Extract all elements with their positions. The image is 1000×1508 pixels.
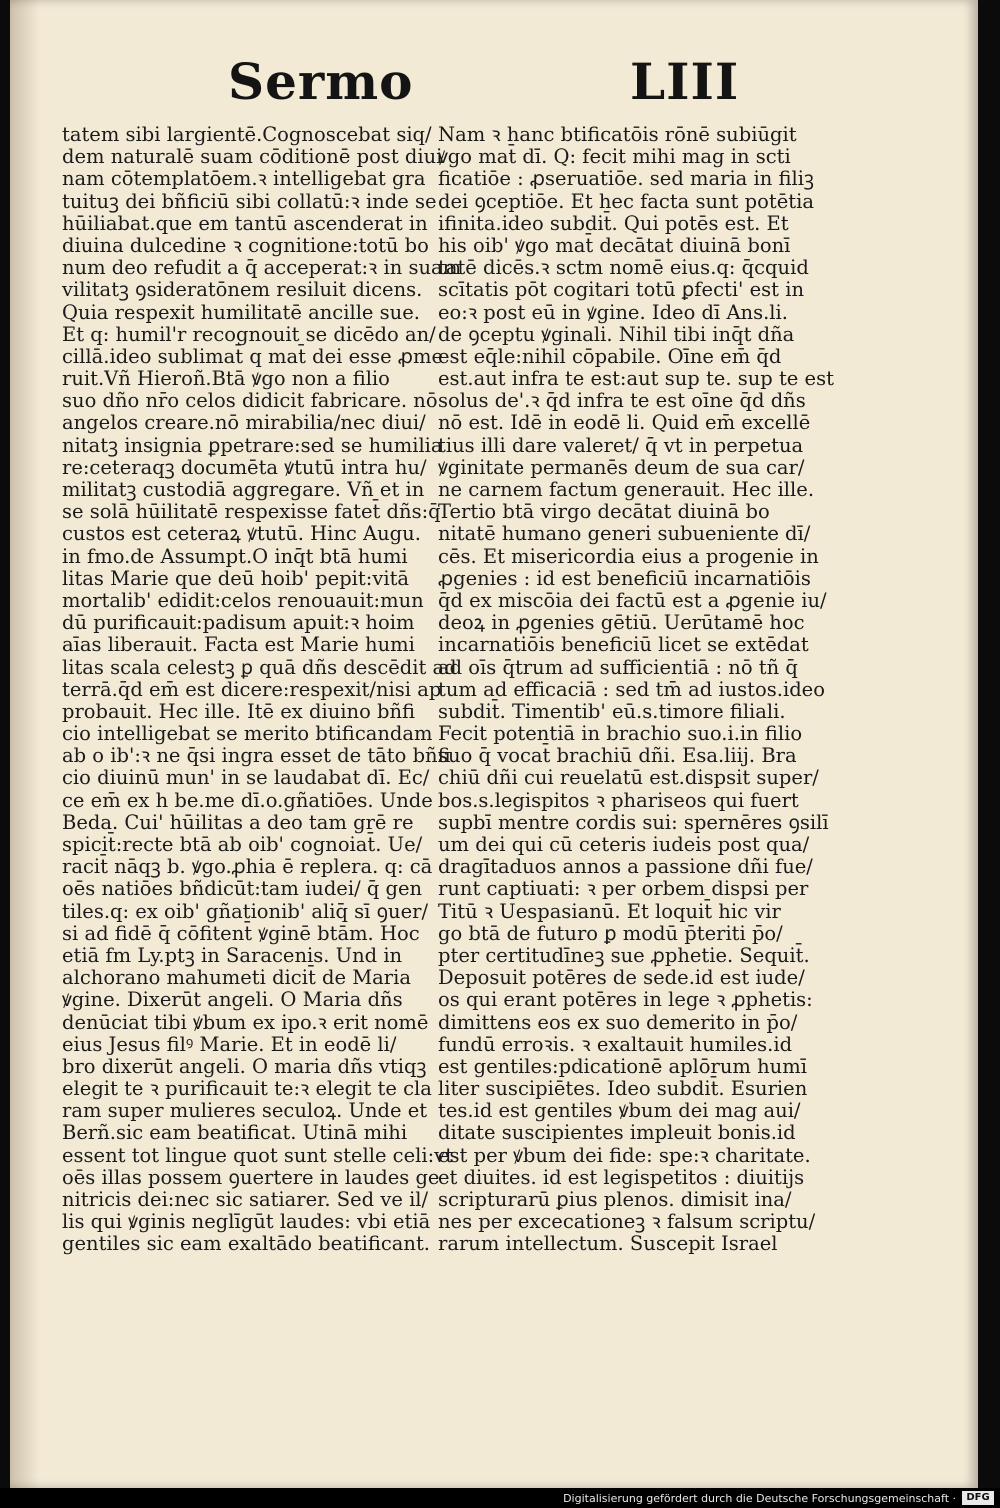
text-line: nitatē humano generi subueniente dī/ — [438, 522, 811, 546]
text-line: suo q̄ vocat̄ brachiū dñi. Esa.liij. Bra — [438, 744, 797, 768]
text-line: ꝟgine. Dixerūt angeli. O Maria dñs — [62, 988, 403, 1012]
text-line: ab o ib':ꝛ ne q̄si ingra esset de tāto bñfi — [62, 744, 451, 768]
text-line: subdit̄. Timentib' eū.s.timore filiali. — [438, 699, 786, 723]
text-line: tuituꝫ dei bñficiū sibi collatū:ꝛ inde se — [62, 189, 437, 213]
text-line: deoꝝ in ꝓgenies gētiū. Uerūtamē hoc — [438, 611, 805, 635]
text-line: tius illi dare valeret/ q̄ vt in perpetua — [438, 433, 804, 457]
text-line: militatꝫ custodiā aggregare. Vñ et in — [62, 478, 425, 501]
text-line: Deposuit potēres de sede.id est iude/ — [438, 966, 805, 990]
text-line: nes per excecationeꝫ ꝛ falsum scriptu/ — [438, 1210, 816, 1234]
text-line: in fmo.de Assumpt.O inq̄t btā humi — [62, 544, 408, 568]
text-line: liter suscipiētes. Ideo subdit̄. Esurien — [438, 1077, 808, 1101]
text-line: spicit̄:recte btā ab oib' cognoiat̄. Ue/ — [62, 833, 423, 856]
text-line: ꝟginitate permanēs deum de sua car/ — [438, 455, 805, 479]
text-line: ad oīs q̄trum ad sufficientiā : nō tñ q̄ — [438, 655, 798, 679]
text-line: cillā.ideo sublimat̄ q mat̄ dei esse ꝓme — [62, 344, 444, 368]
text-line: ficatiōe : ꝓseruatiōe. sed maria in filiꝫ — [438, 167, 814, 191]
text-line: nō est. Idē in eodē li. Quid em̄ excellē — [438, 411, 811, 435]
text-line: custos est ceteraꝝ ꝟtutū. Hinc Augu. — [62, 522, 421, 546]
text-line: gentiles sic eam exaltādo beatificant. — [62, 1232, 431, 1256]
text-line: oēs natiōes bñdicūt:tam iudei/ q̄ gen — [62, 877, 423, 901]
text-line: oēs illas possem ꝯuertere in laudes ge — [62, 1165, 440, 1189]
text-line: se solā hūilitatē respexisse fatet̄ dñs:q̄ — [62, 500, 441, 524]
text-line: dragītaduos annos a passione dñi fue/ — [438, 855, 813, 879]
text-line: ꝟgo mat̄ dī. Q: fecit mihi mag in scti — [438, 145, 791, 169]
text-line: alchorano mahumeti dicit̄ de Maria — [62, 966, 411, 990]
text-line: hūiliabat.que em tantū ascenderat in — [62, 211, 428, 235]
text-line: os qui erant potēres in lege ꝛ ꝓphetis: — [438, 988, 813, 1012]
text-line: Beda. Cui' hūilitas a deo tam grē re — [62, 810, 414, 834]
text-line: Tertio btā virgo decātat diuinā bo — [438, 500, 770, 524]
text-line: Nam ꝛ hanc btificatōis rōnē subiūgit — [438, 123, 797, 146]
text-line: ifinita.ideo subdit̄. Qui potēs est. Et — [438, 211, 789, 235]
text-line: scītatis pōt cogitari totū ꝑfecti' est in — [438, 278, 804, 302]
text-line: nitatꝫ insignia ꝑpetrare:sed se humilia — [62, 433, 443, 457]
text-line: si ad fidē q̄ cōfitent̄ ꝟginē btām. Hoc — [62, 921, 420, 945]
text-line: lis qui ꝟginis neglīgūt laudes: vbi etiā — [62, 1210, 431, 1234]
text-line: racit̄ nāqꝫ b. ꝟgo.ꝓhia ē replera. q: cā — [62, 855, 433, 879]
text-line: ꝓgenies : id est beneficiū incarnatiōis — [438, 566, 811, 590]
text-line: est gentiles:pdicationē aplōrum humī — [438, 1054, 807, 1078]
text-line: solus de'.ꝛ q̄d infra te est oīne q̄d dñs — [438, 389, 806, 413]
text-line: Et q: humil'r recognouit se dicēdo an/ — [62, 322, 436, 346]
text-line: ditate suscipientes impleuit bonis.id — [438, 1121, 796, 1145]
text-line: suo dño nr̄o celos didicit fabricare. nō — [62, 389, 438, 413]
text-line: est per ꝟbum dei fide: spe:ꝛ charitate. — [438, 1143, 811, 1167]
text-line: um dei qui cū ceteris iudeis post qua/ — [438, 833, 810, 856]
text-line: supbī mentre cordis sui: spernēres ꝯsilī — [438, 810, 829, 834]
text-line: ram super mulieres seculoꝝ. Unde et — [62, 1099, 428, 1123]
text-line: probauit. Hec ille. Itē ex diuino bñfi — [62, 699, 416, 723]
text-line: Berñ.sic eam beatificat. Utinā mihi — [62, 1121, 408, 1145]
text-line: dimittens eos ex suo demerito in p̄o/ — [438, 1010, 798, 1034]
text-line: scripturarū ꝑius plenos. dimisit ina/ — [438, 1188, 792, 1211]
text-line: essent tot lingue quot sunt stelle celi:vt — [62, 1143, 454, 1167]
text-line: cio diuinū mun' in se laudabat dī. Ec/ — [62, 766, 430, 790]
text-line: dū purificauit:padisum apuit:ꝛ hoim — [62, 611, 415, 635]
text-line: tatem sibi largientē.Cognoscebat siq/ — [62, 123, 432, 146]
left-text-column — [62, 123, 462, 1256]
text-line: tes.id est gentiles ꝟbum dei mag aui/ — [438, 1099, 801, 1123]
text-line: de ꝯceptu ꝟginali. Nihil tibi inq̄t dña — [438, 322, 795, 346]
dfg-logo: DFG — [962, 1491, 994, 1505]
text-line: est eq̄le:nihil cōpabile. Oīne em̄ q̄d — [438, 344, 782, 368]
text-line: cio intelligebat se merito btificandam — [62, 722, 433, 746]
text-line: fundū erroꝛis. ꝛ exaltauit humiles.id — [438, 1032, 793, 1056]
text-line: rarum intellectum. Suscepit Israel — [438, 1232, 778, 1256]
text-line: ce em̄ ex h be.me dī.o.gñatiōes. Unde — [62, 788, 433, 812]
text-line: Fecit potentiā in brachio suo.i.in filio — [438, 722, 803, 746]
gutter-shadow — [10, 0, 40, 1488]
text-line: terrā.q̄d em̄ est dicere:respexit/nisi ap — [62, 677, 442, 701]
text-line: et diuites. id est legispetitos : diuitijs — [438, 1165, 805, 1189]
text-line: num deo refudit a q̄ acceperat:ꝛ in suam — [62, 256, 462, 280]
text-line: etiā fm Ly.ptꝫ in Saracenis. Und in — [62, 943, 403, 967]
text-line: tum ad efficaciā : sed tm̄ ad iustos.ideo — [438, 677, 825, 701]
text-line: denūciat tibi ꝟbum ex ipo.ꝛ erit nomē — [62, 1010, 429, 1034]
text-line: nam cōtemplatōem.ꝛ intelligebat gra — [62, 167, 426, 191]
running-title: Sermo — [228, 52, 414, 111]
text-line: runt captiuati: ꝛ per orbem dispsi per — [438, 877, 809, 901]
text-line: cēs. Et misericordia eius a progenie in — [438, 544, 819, 568]
text-line: mortalib' edidit:celos renouauit:mun — [62, 588, 424, 612]
text-line: Titū ꝛ Uespasianū. Et loquit̄ hic vir — [438, 899, 781, 923]
text-line: ne carnem factum generauit. Hec ille. — [438, 478, 815, 501]
text-line: est.aut infra te est:aut sup te. sup te est — [438, 367, 834, 391]
text-line: re:ceteraqꝫ documēta ꝟtutū intra hu/ — [62, 455, 427, 479]
text-line: his oib' ꝟgo mat̄ decātat diuinā bonī — [438, 233, 791, 257]
right-text-column — [438, 123, 834, 1256]
text-line: litas scala celestꝫ ꝑ quā dñs descēdit ad — [62, 655, 457, 679]
text-line: nitricis dei:nec sic satiarer. Sed ve il/ — [62, 1188, 429, 1211]
text-line: tatē dicēs.ꝛ sctm nomē eius.q: q̄cquid — [438, 256, 809, 280]
folio-number: LIII — [630, 52, 740, 111]
text-line: ruit.Vñ Hieroñ.Btā ꝟgo non a filio — [62, 367, 390, 391]
footer-bar — [0, 1488, 1000, 1508]
text-line: bos.s.legispitos ꝛ phariseos qui fuert — [438, 788, 799, 812]
funding-notice: Digitalisierung gefördert durch die Deutsche Forschungsgemeinschaft · — [563, 1492, 956, 1505]
text-line: chiū dñi cui reuelatū est.dispsit super/ — [438, 766, 819, 790]
text-line: incarnatiōis beneficiū licet se extēdat — [438, 633, 809, 657]
text-line: litas Marie que deū hoib' pepit:vitā — [62, 566, 410, 590]
text-line: diuina dulcedine ꝛ cognitione:totū bo — [62, 233, 429, 257]
text-line: pter certitudīneꝫ sue ꝓphetie. Sequit̄. — [438, 943, 810, 967]
text-line: bro dixerūt angeli. O maria dñs vtiqꝫ — [62, 1054, 427, 1078]
text-line: q̄d ex miscōia dei factū est a ꝓgenie iu/ — [438, 588, 827, 612]
text-line: Quia respexit humilitatē ancille sue. — [62, 300, 420, 324]
text-line: tiles.q: ex oib' gñationib' aliq̄ sī ꝯuer/ — [62, 899, 429, 923]
text-line: go btā de futuro ꝑ modū p̄teriti p̄o/ — [438, 921, 783, 945]
text-line: eo:ꝛ post eū in ꝟgine. Ideo dī Ans.li. — [438, 300, 788, 324]
text-line: dem naturalē suam cōditionē post diui — [62, 145, 443, 169]
text-line: dei ꝯceptiōe. Et hec facta sunt potētia — [438, 189, 814, 213]
text-line: eius Jesus filꝰ Marie. Et in eodē li/ — [62, 1032, 397, 1056]
book-page — [10, 0, 978, 1488]
text-line: vilitatꝫ ꝯsideratōnem resiluit dicens. — [62, 278, 423, 302]
text-line: aīas liberauit. Facta est Marie humi — [62, 633, 415, 657]
text-line: elegit te ꝛ purificauit te:ꝛ elegit te cla — [62, 1077, 432, 1101]
text-line: angelos creare.nō mirabilia/nec diui/ — [62, 411, 426, 435]
